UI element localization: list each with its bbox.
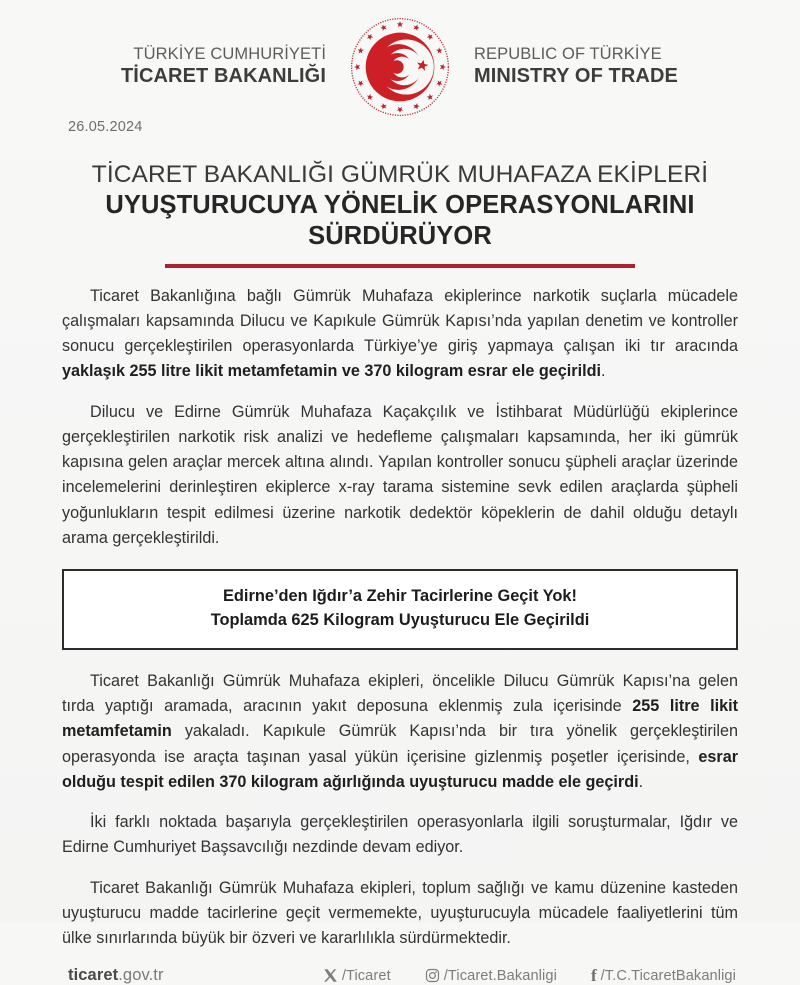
header-english-titles: [452, 45, 740, 88]
paragraph-5: Ticaret Bakanlığı Gümrük Muhafaza ekipleri, toplum sağlığı ve kamu düzenine kasteden uyuşturucu madde tacirlerine geçit vermemekte, uyuşturucuyla mücadele faaliyetlerini tüm ülke sınırlarında büyük bir özveri ve kararlılıkla sürdürmektedir.: [62, 878, 738, 948]
social-link-x[interactable]: [323, 968, 391, 984]
header-turkish-republic-line: TÜRKİYE CUMHURİYETİ: [133, 45, 326, 64]
header-turkish-titles: [60, 45, 348, 88]
publish-date: 26.05.2024: [68, 119, 143, 135]
social-label-instagram: /Ticaret.Bakanligi: [443, 967, 557, 984]
document-header: [0, 0, 800, 112]
paragraph-1-highlight: yaklaşık 255 litre likit metamfetamin ve 370 kilogram esrar ele geçirildi: [62, 362, 601, 381]
header-english-ministry-line: MINISTRY OF TRADE: [474, 65, 678, 88]
page-title: [0, 142, 800, 268]
header-turkish-ministry-line: TİCARET BAKANLIĞI: [120, 65, 326, 88]
social-link-facebook[interactable]: [591, 967, 736, 984]
paragraph-3: [62, 669, 738, 795]
turkish-state-emblem-icon: [348, 15, 452, 119]
date-row: [0, 112, 800, 136]
website-url-rest: .gov.tr: [118, 966, 164, 985]
social-link-instagram[interactable]: [425, 968, 557, 984]
x-twitter-icon: [323, 968, 338, 983]
paragraph-1-text-c: .: [600, 362, 606, 381]
paragraph-2: Dilucu ve Edirne Gümrük Muhafaza Kaçakçılık ve İstihbarat Müdürlüğü ekiplerince gerçekleştirilen narkotik risk analizi ve hedefleme çalışmaları kapsamında, her iki gümrük kapısına gelen araçlar mercek altına alındı. Yapılan kontroller sonucu şüpheli araçlar üzerinde incelemelerini derinleştiren ekiplerce x-ray tarama sistemine sevk edilen araçlarda şüpheli yoğunlukların tespit edilmesi üzerine narkotik dedektör köpeklerin de dahil olduğu detaylı arama gerçekleştirildi.: [62, 402, 738, 547]
title-line-1: TİCARET BAKANLIĞI GÜMRÜK MUHAFAZA EKİPLERİ: [91, 161, 709, 188]
social-label-facebook: /T.C.TicaretBakanligi: [600, 967, 736, 984]
highlight-callout-box: [62, 569, 738, 650]
article-body: [0, 284, 800, 967]
document-footer: [0, 966, 800, 985]
callout-line-2: Toplamda 625 Kilogram Uyuşturucu Ele Geçirildi: [210, 611, 590, 630]
paragraph-3-text-a: Ticaret Bakanlığı Gümrük Muhafaza ekipleri, öncelikle Dilucu Gümrük Kapısı’na gelen tırda yaptığı aramada, aracının yakıt deposuna eklenmiş zula içerisinde: [62, 671, 738, 716]
callout-line-1: Edirne’den Iğdır’a Zehir Tacirlerine Geçit Yok!: [222, 587, 577, 606]
website-url-bold: ticaret: [68, 966, 119, 985]
title-underline-rule: [165, 264, 635, 268]
instagram-icon: [425, 968, 440, 983]
paragraph-1: [62, 284, 738, 385]
header-english-republic-line: REPUBLIC OF TÜRKİYE: [474, 45, 662, 64]
title-line-2: UYUŞTURUCUYA YÖNELİK OPERASYONLARINI: [105, 190, 695, 219]
title-line-3: SÜRDÜRÜYOR: [308, 222, 492, 251]
paragraph-3-text-e: .: [638, 772, 644, 791]
paragraph-3-highlight-2: esrar olduğu tespit edilen 370 kilogram ağırlığında uyuşturucu madde ele geçirdi: [62, 747, 738, 791]
paragraph-1-text-a: Ticaret Bakanlığına bağlı Gümrük Muhafaza ekiplerince narkotik suçlarla mücadele çalışmaları kapsamında Dilucu ve Kapıkule Gümrük Kapısı’nda yapılan denetim ve kontroller sonucu gerçekleştirilen operasyonlarda Türkiye’ye giriş yapmaya çalışan iki tır aracında: [62, 286, 738, 356]
social-links: [323, 967, 736, 984]
social-label-x: /Ticaret: [341, 967, 391, 984]
paragraph-4: İki farklı noktada başarıyla gerçekleştirilen operasyonlarla ilgili soruşturmalar, Iğdır ve Edirne Cumhuriyet Başsavcılığı nezdinde devam ediyor.: [62, 813, 738, 857]
paragraph-3-text-c: yakaladı. Kapıkule Gümrük Kapısı’nda bir tıra yönelik gerçekleştirilen operasyonda ise araçta taşınan yasal yükün içerisine gizlenmiş poşetler içerisinde,: [62, 722, 738, 766]
paragraph-3-highlight-1: 255 litre likit metamfetamin: [62, 697, 738, 741]
facebook-icon: f: [590, 966, 597, 985]
website-url[interactable]: [68, 966, 164, 985]
